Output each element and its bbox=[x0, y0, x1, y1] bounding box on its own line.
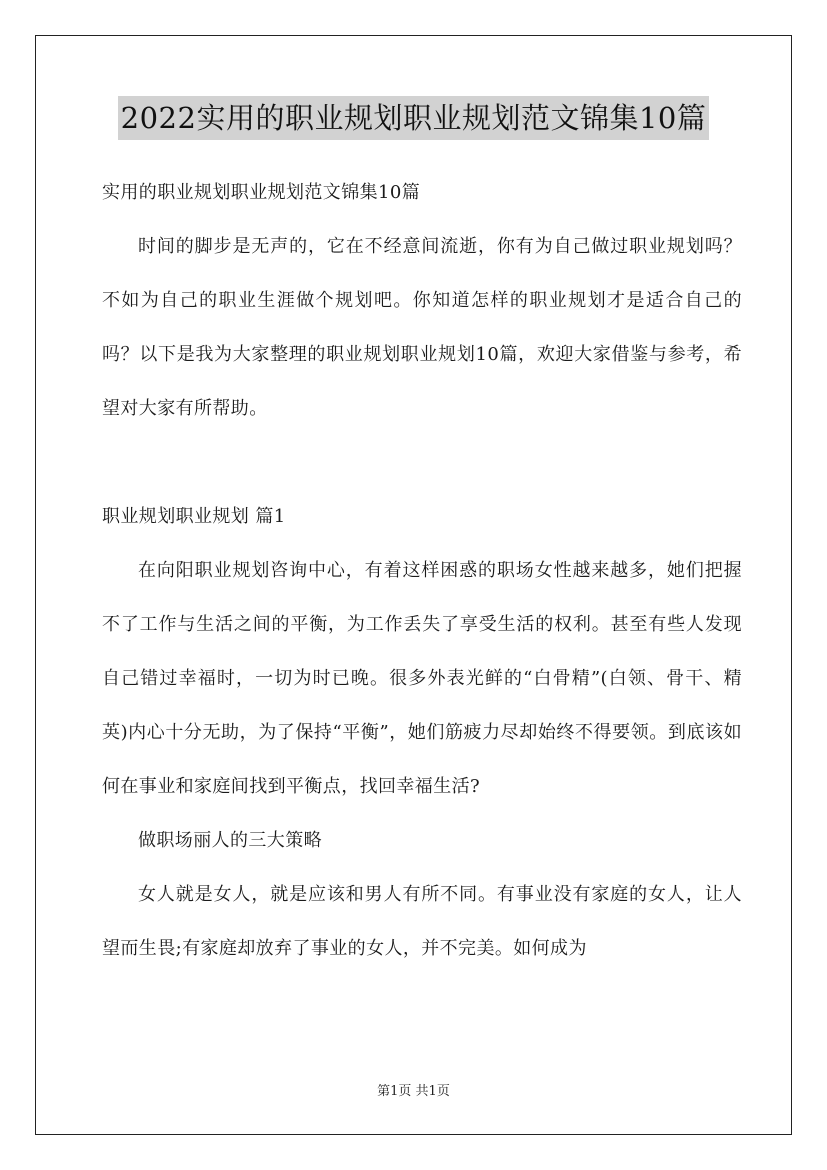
intro-block bbox=[102, 220, 742, 436]
document-title: 2022实用的职业规划职业规划范文锦集10篇 bbox=[118, 96, 710, 140]
page-footer: 第1页 共1页 bbox=[377, 1084, 450, 1099]
section-heading: 职业规划职业规划 篇1 bbox=[102, 506, 286, 527]
intro-paragraph: 时间的脚步是无声的，它在不经意间流逝，你有为自己做过职业规划吗？不如为自己的职业生涯做个规划吧。你知道怎样的职业规划才是适合自己的吗？以下是我为大家整理的职业规划职业规划10篇，欢迎大家借鉴与参考，希望对大家有所帮助。 bbox=[102, 236, 742, 419]
document-subtitle: 实用的职业规划职业规划范文锦集10篇 bbox=[102, 182, 421, 203]
title-container bbox=[0, 96, 827, 140]
section-1 bbox=[102, 490, 742, 976]
section-paragraph-2: 做职场丽人的三大策略 bbox=[138, 830, 322, 851]
section-paragraph-1: 在向阳职业规划咨询中心，有着这样困惑的职场女性越来越多，她们把握不了工作与生活之间的平衡，为工作丢失了享受生活的权利。甚至有些人发现自己错过幸福时，一切为时已晚。很多外表光鲜的“白骨精”(白领、骨干、精英)内心十分无助，为了保持“平衡”，她们筋疲力尽却始终不得要领。到底该如何在事业和家庭间找到平衡点，找回幸福生活? bbox=[102, 560, 742, 797]
section-paragraph-3: 女人就是女人，就是应该和男人有所不同。有事业没有家庭的女人，让人望而生畏;有家庭却放弃了事业的女人，并不完美。如何成为 bbox=[102, 884, 742, 959]
subtitle-block bbox=[102, 166, 742, 220]
